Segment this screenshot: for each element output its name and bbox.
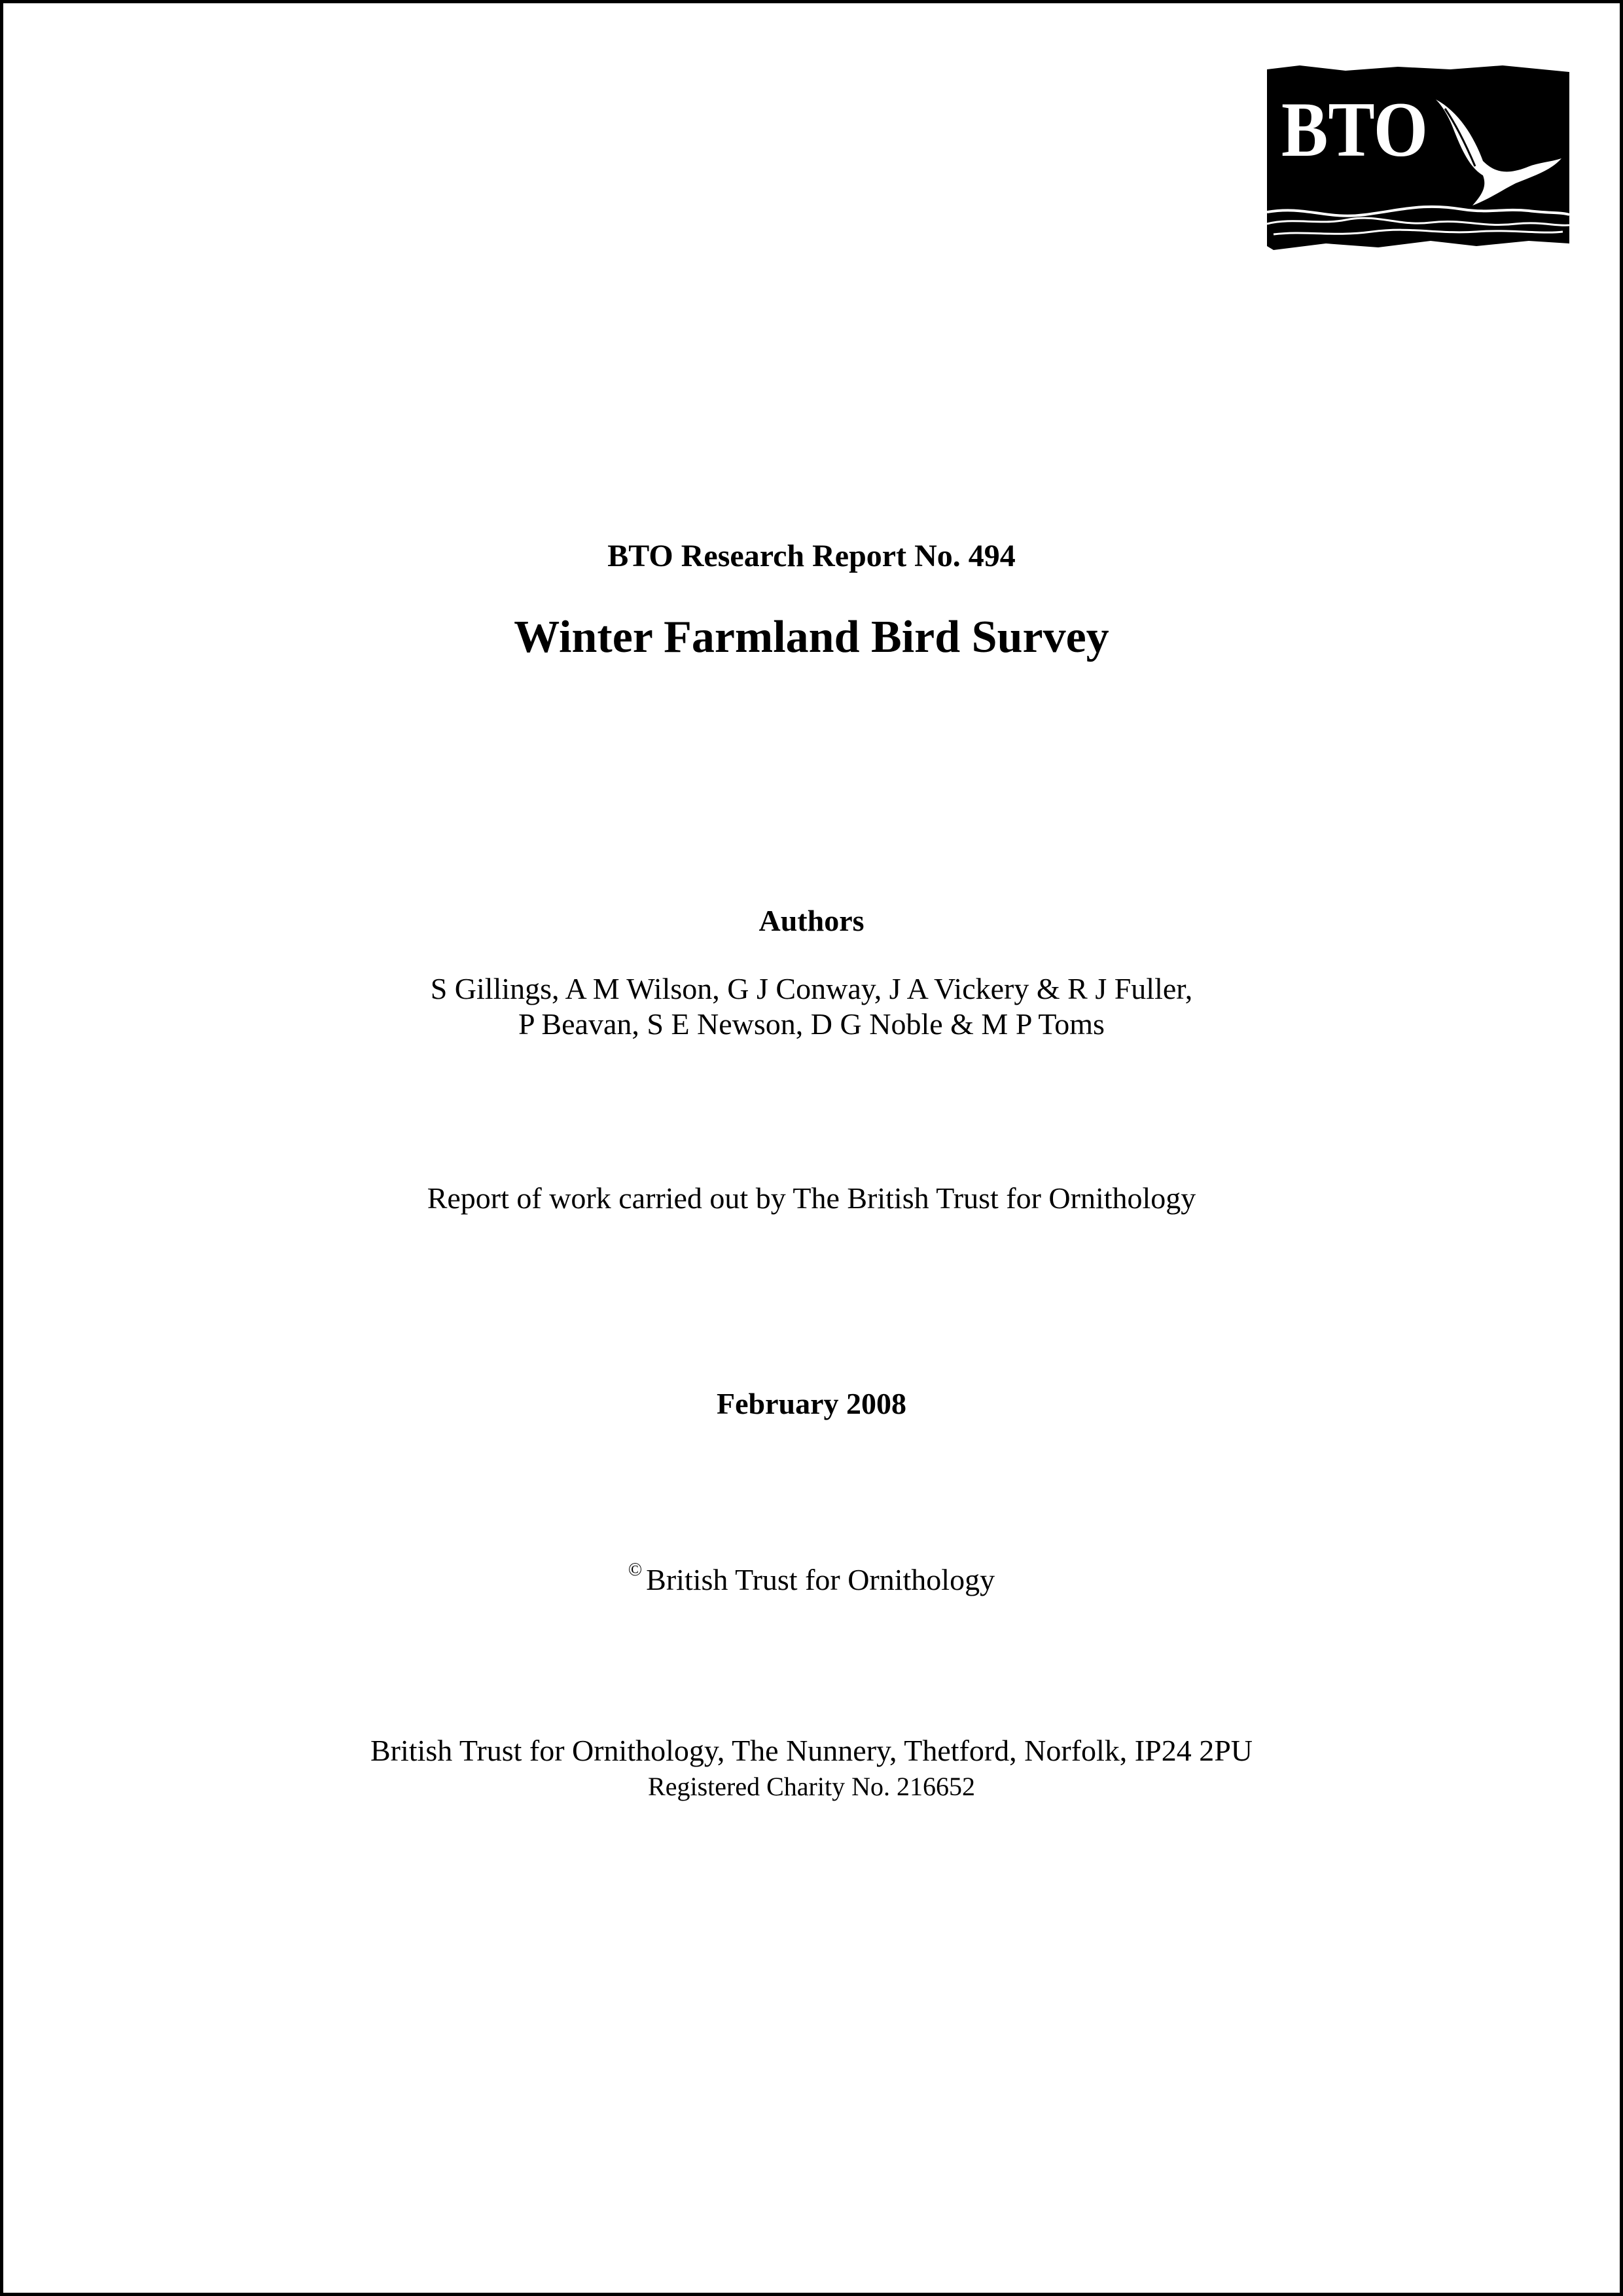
report-date: February 2008 [716, 1387, 906, 1420]
copyright-symbol: © [628, 1560, 643, 1580]
report-number: BTO Research Report No. 494 [607, 539, 1016, 573]
logo-text: BTO [1281, 86, 1428, 173]
authors-heading: Authors [758, 904, 865, 937]
bto-logo [1267, 63, 1569, 253]
address: British Trust for Ornithology, The Nunnery, Thetford, Norfolk, IP24 2PU [370, 1734, 1253, 1767]
report-title: Winter Farmland Bird Survey [514, 612, 1109, 662]
charity-number: Registered Charity No. 216652 [648, 1772, 975, 1801]
bto-logo-graphic [1267, 63, 1569, 253]
copyright-holder: British Trust for Ornithology [646, 1563, 995, 1596]
copyright-notice [0, 1560, 1623, 1597]
authors-line: P Beavan, S E Newson, D G Noble & M P Toms [518, 1007, 1105, 1041]
authors-line: S Gillings, A M Wilson, G J Conway, J A Vickery & R J Fuller, [430, 972, 1193, 1005]
work-statement: Report of work carried out by The British Trust for Ornithology [427, 1181, 1196, 1215]
